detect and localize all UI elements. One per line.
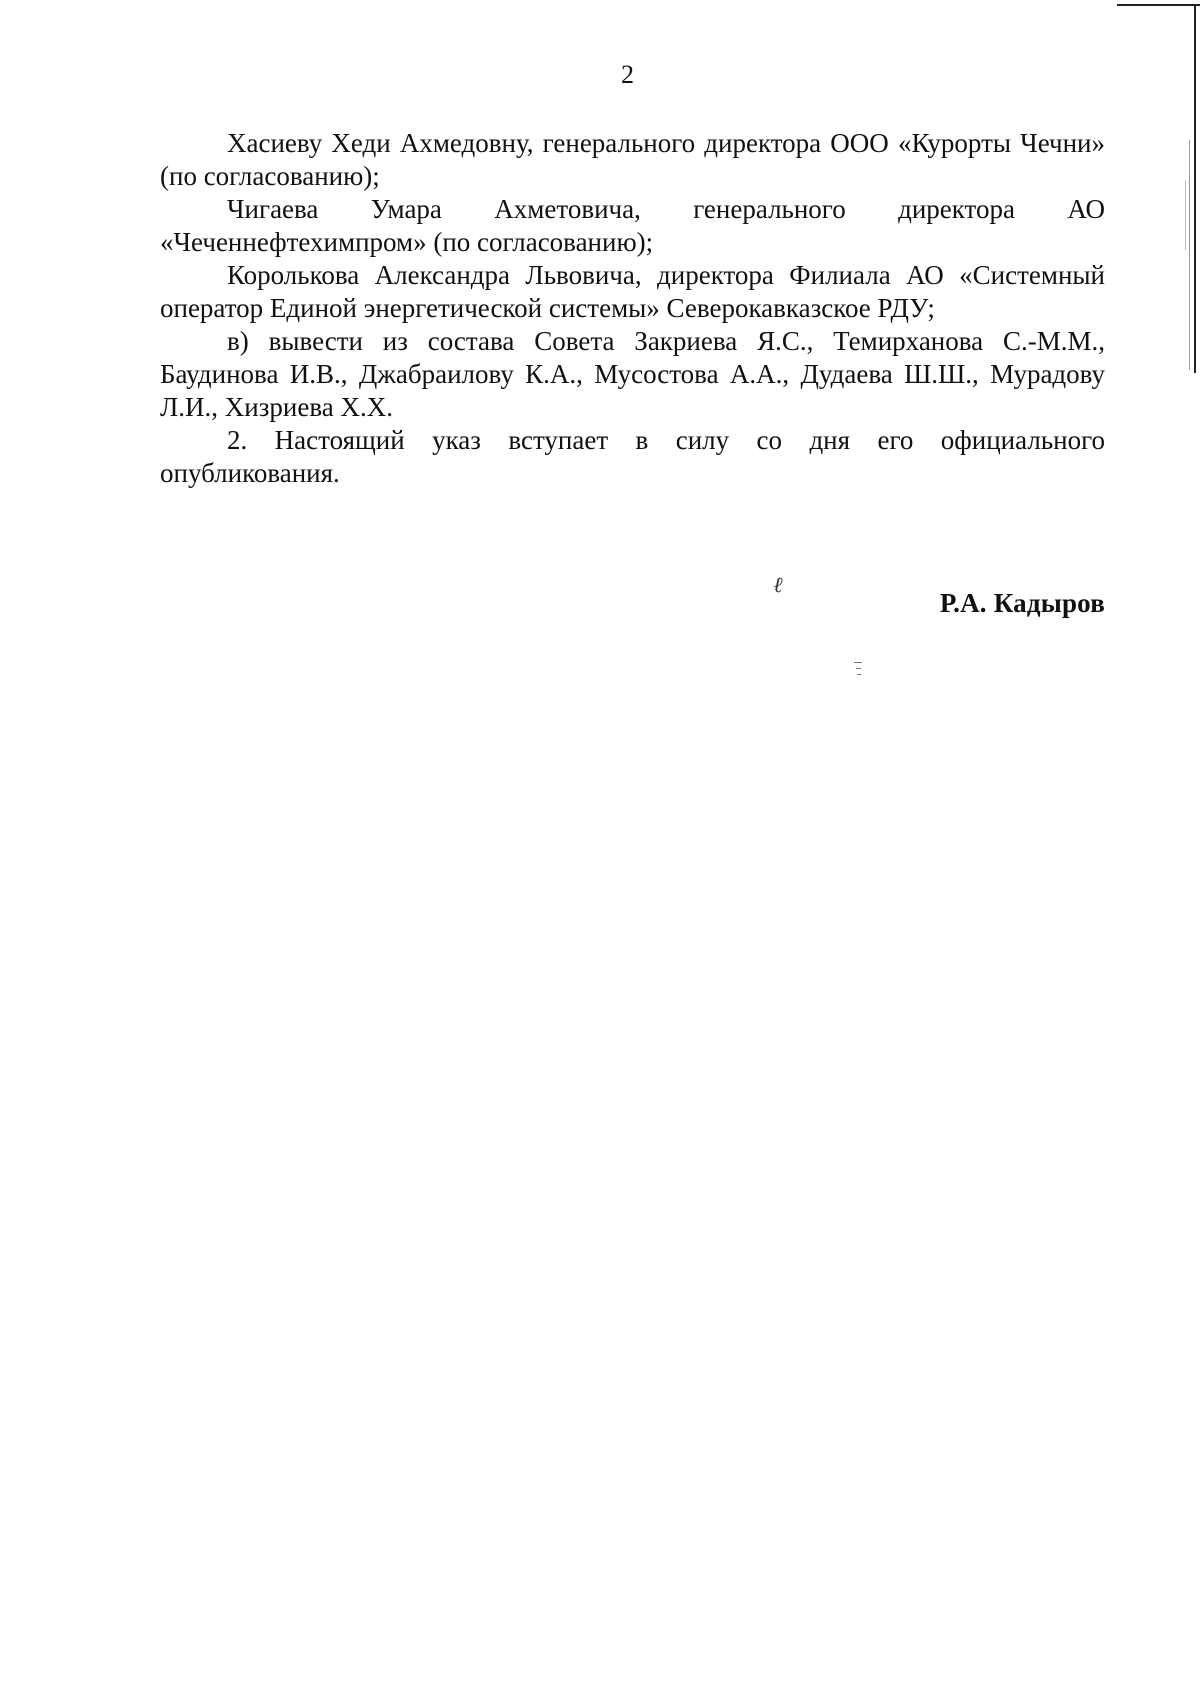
scan-artifact-line — [1189, 140, 1190, 370]
scan-speck — [854, 660, 864, 680]
scan-border-top — [1117, 4, 1200, 6]
scan-artifact-line — [1185, 180, 1186, 250]
paragraph-korolkov: Королькова Александра Львовича, директора Филиала АО «Системный оператор Единой энергетической системы» Северокавказское РДУ; — [160, 260, 1105, 323]
signatory-name: Р.А. Кадыров — [939, 588, 1105, 618]
paragraph-chigaev: Чигаева Умара Ахметовича, генерального директора АО «Чеченнефтехимпром» (по согласованию); — [160, 194, 1105, 257]
signature-mark: ℓ — [770, 571, 787, 598]
page-number: 2 — [621, 60, 634, 89]
paragraph-khasieva: Хасиеву Хеди Ахмедовну, генерального директора ООО «Курорты Чечни» (по согласованию); — [160, 128, 1105, 191]
paragraph-removal: в) вывести из состава Совета Закриева Я.С., Темирханова С.-М.М., Баудинова И.В., Джабраилову К.А., Мусостова А.А., Дудаева Ш.Ш., Мурадову Л.И., Хизриева Х.Х. — [160, 326, 1105, 422]
decree-body — [160, 127, 1105, 490]
paragraph-effective-date: 2. Настоящий указ вступает в силу со дня его официального опубликования. — [160, 425, 1105, 488]
